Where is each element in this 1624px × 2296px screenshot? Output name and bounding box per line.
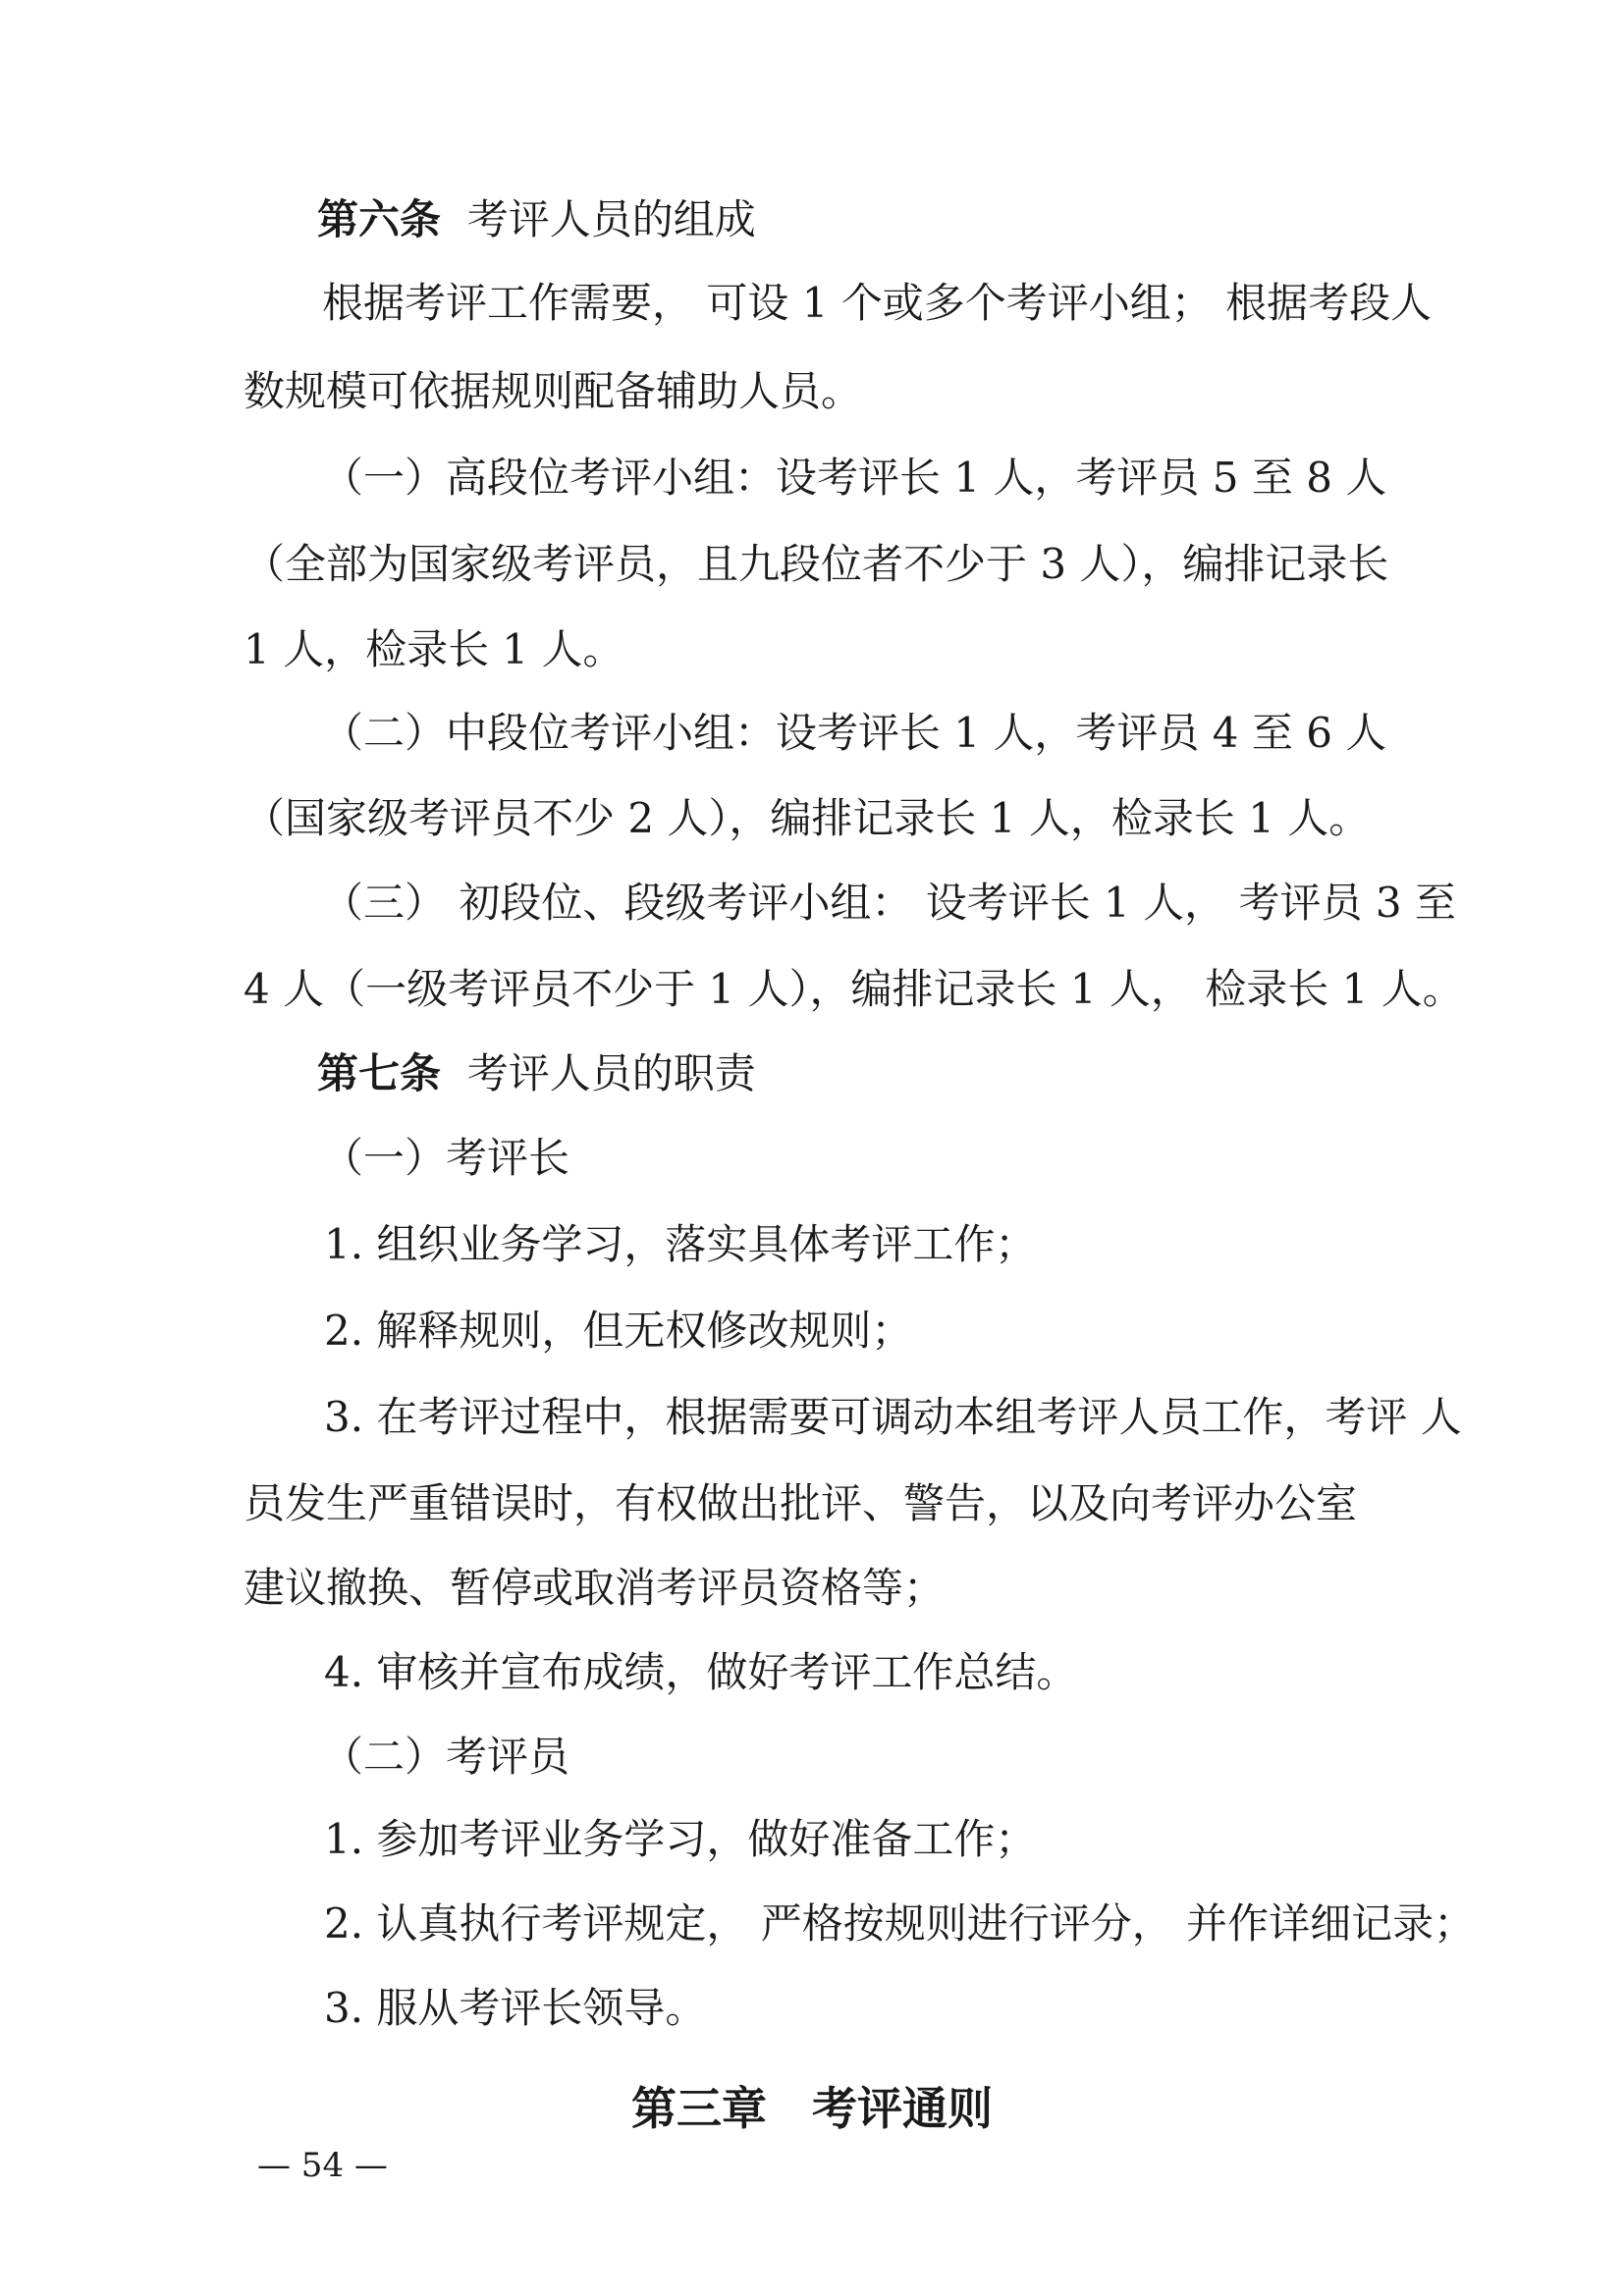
- article-6-item-line: （国家级考评员不少 2 人），编排记录长 1 人，检录长 1 人。: [244, 794, 1371, 842]
- article-6-item-line: （三） 初段位、段级考评小组： 设考评长 1 人， 考评员 3 至: [322, 879, 1456, 927]
- member-section-label: （二）考评员: [322, 1733, 570, 1781]
- chief-duty-line: 员发生严重错误时，有权做出批评、警告，以及向考评办公室: [244, 1479, 1358, 1527]
- chief-duty-line: 2. 解释规则，但无权修改规则；: [324, 1307, 913, 1355]
- article-6-subtitle: 考评人员的组成: [466, 195, 756, 243]
- article-6-paragraph-line: 根据考评工作需要， 可设 1 个或多个考评小组； 根据考段人: [322, 279, 1433, 327]
- article-6-item-line: （一）高段位考评小组：设考评长 1 人，考评员 5 至 8 人: [322, 454, 1387, 502]
- article-6-item-line: 1 人，检录长 1 人。: [244, 625, 624, 673]
- member-duty-line: 2. 认真执行考评规定， 严格按规则进行评分， 并作详细记录；: [324, 1899, 1476, 1948]
- chief-duty-line: 建议撤换、暂停或取消考评员资格等；: [244, 1564, 946, 1612]
- page-number: — 54 —: [257, 2146, 388, 2185]
- chief-duty-line: 3. 在考评过程中，根据需要可调动本组考评人员工作，考评 人: [324, 1393, 1462, 1441]
- chapter-heading: 第三章 考评通则: [631, 2082, 993, 2135]
- article-6-item-line: （全部为国家级考评员，且九段位者不少于 3 人），编排记录长: [244, 540, 1389, 588]
- chief-section-label: （一）考评长: [322, 1134, 570, 1182]
- article-7-title: 第七条: [317, 1049, 442, 1097]
- member-duty-line: 1. 参加考评业务学习，做好准备工作；: [324, 1815, 1037, 1863]
- article-7-heading: [317, 1046, 756, 1101]
- chief-duty-line: 4. 审核并宣布成绩，做好考评工作总结。: [324, 1648, 1078, 1696]
- article-6-title: 第六条: [317, 195, 442, 243]
- member-duty-line: 3. 服从考评长领导。: [324, 1984, 707, 2032]
- article-6-heading: [317, 192, 756, 247]
- article-6-item-line: （二）中段位考评小组：设考评长 1 人，考评员 4 至 6 人: [322, 709, 1387, 757]
- chief-duty-line: 1. 组织业务学习，落实具体考评工作；: [324, 1220, 1037, 1268]
- article-7-subtitle: 考评人员的职责: [466, 1049, 756, 1097]
- article-6-item-line: 4 人（一级考评员不少于 1 人），编排记录长 1 人， 检录长 1 人。: [244, 965, 1464, 1013]
- article-6-paragraph-line: 数规模可依据规则配备辅助人员。: [244, 367, 863, 415]
